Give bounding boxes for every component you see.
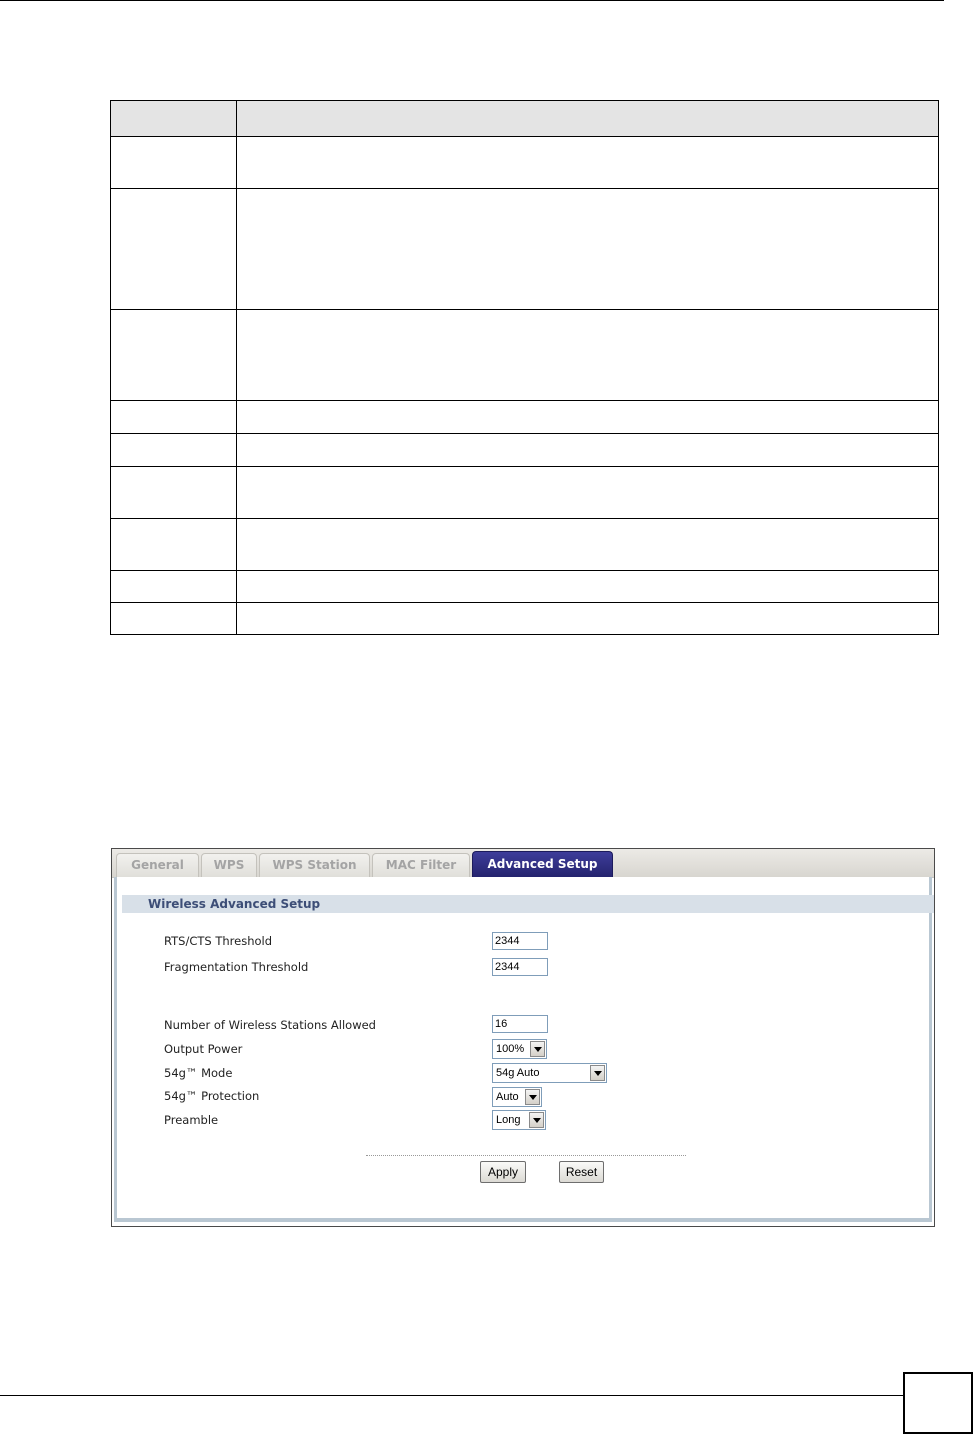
table-cell <box>237 401 939 434</box>
table-cell <box>111 137 237 189</box>
table-row <box>111 603 939 635</box>
dropdown-arrow-icon[interactable] <box>529 1112 544 1128</box>
mode-54g-select[interactable] <box>492 1063 607 1083</box>
description-table <box>110 100 939 635</box>
tab-general[interactable]: General <box>116 853 199 877</box>
table-cell <box>237 467 939 519</box>
reset-button[interactable]: Reset <box>559 1161 604 1183</box>
protection-54g-label: 54g™ Protection <box>164 1089 260 1103</box>
dropdown-arrow-icon[interactable] <box>530 1041 545 1057</box>
preamble-value: Long <box>496 1114 521 1126</box>
protection-54g-select[interactable] <box>492 1087 542 1107</box>
table-cell <box>111 571 237 603</box>
page-number-box <box>903 1372 973 1434</box>
output-power-value: 100% <box>496 1043 525 1055</box>
preamble-label: Preamble <box>164 1113 219 1127</box>
table-header-cell <box>111 101 237 137</box>
preamble-select[interactable] <box>492 1110 546 1130</box>
table-cell <box>237 571 939 603</box>
section-title: Wireless Advanced Setup <box>148 897 321 911</box>
mode-54g-value: 54g Auto <box>496 1067 540 1079</box>
table-cell <box>111 603 237 635</box>
table-cell <box>237 434 939 467</box>
table-header-row <box>111 101 939 137</box>
tab-content <box>114 877 932 1222</box>
table-header-cell <box>237 101 939 137</box>
apply-button[interactable]: Apply <box>480 1161 526 1183</box>
advanced-setup-screenshot <box>111 848 935 1227</box>
table-cell <box>111 519 237 571</box>
fragmentation-threshold-input[interactable]: 2344 <box>492 958 548 976</box>
tab-wps-station[interactable]: WPS Station <box>259 853 370 877</box>
footer-rule <box>0 1395 904 1396</box>
table-cell <box>111 467 237 519</box>
table-row <box>111 571 939 603</box>
output-power-select[interactable] <box>492 1039 547 1059</box>
wireless-stations-label: Number of Wireless Stations Allowed <box>164 1018 376 1032</box>
tab-mac-filter[interactable]: MAC Filter <box>372 853 470 877</box>
wireless-stations-input[interactable]: 16 <box>492 1015 548 1033</box>
mode-54g-label: 54g™ Mode <box>164 1066 233 1080</box>
table-cell <box>111 434 237 467</box>
table-row <box>111 189 939 310</box>
table-row <box>111 467 939 519</box>
table-cell <box>237 519 939 571</box>
dropdown-arrow-icon[interactable] <box>590 1065 605 1081</box>
table-cell <box>237 310 939 401</box>
table-cell <box>237 189 939 310</box>
table-cell <box>111 401 237 434</box>
rts-cts-threshold-label: RTS/CTS Threshold <box>164 934 273 948</box>
table-row <box>111 137 939 189</box>
rts-cts-threshold-input[interactable]: 2344 <box>492 932 548 950</box>
table-cell <box>111 310 237 401</box>
tab-bar <box>112 849 934 878</box>
protection-54g-value: Auto <box>496 1091 519 1103</box>
fragmentation-threshold-label: Fragmentation Threshold <box>164 960 309 974</box>
tab-wps[interactable]: WPS <box>201 853 257 877</box>
table-cell <box>237 603 939 635</box>
dropdown-arrow-icon[interactable] <box>525 1089 540 1105</box>
output-power-label: Output Power <box>164 1042 243 1056</box>
table-row <box>111 401 939 434</box>
tab-advanced-setup[interactable]: Advanced Setup <box>472 851 613 877</box>
table-row <box>111 519 939 571</box>
table-cell <box>237 137 939 189</box>
table-row <box>111 310 939 401</box>
button-divider <box>366 1155 686 1156</box>
section-header <box>122 895 934 913</box>
table-cell <box>111 189 237 310</box>
header-rule <box>0 0 944 1</box>
table-row <box>111 434 939 467</box>
